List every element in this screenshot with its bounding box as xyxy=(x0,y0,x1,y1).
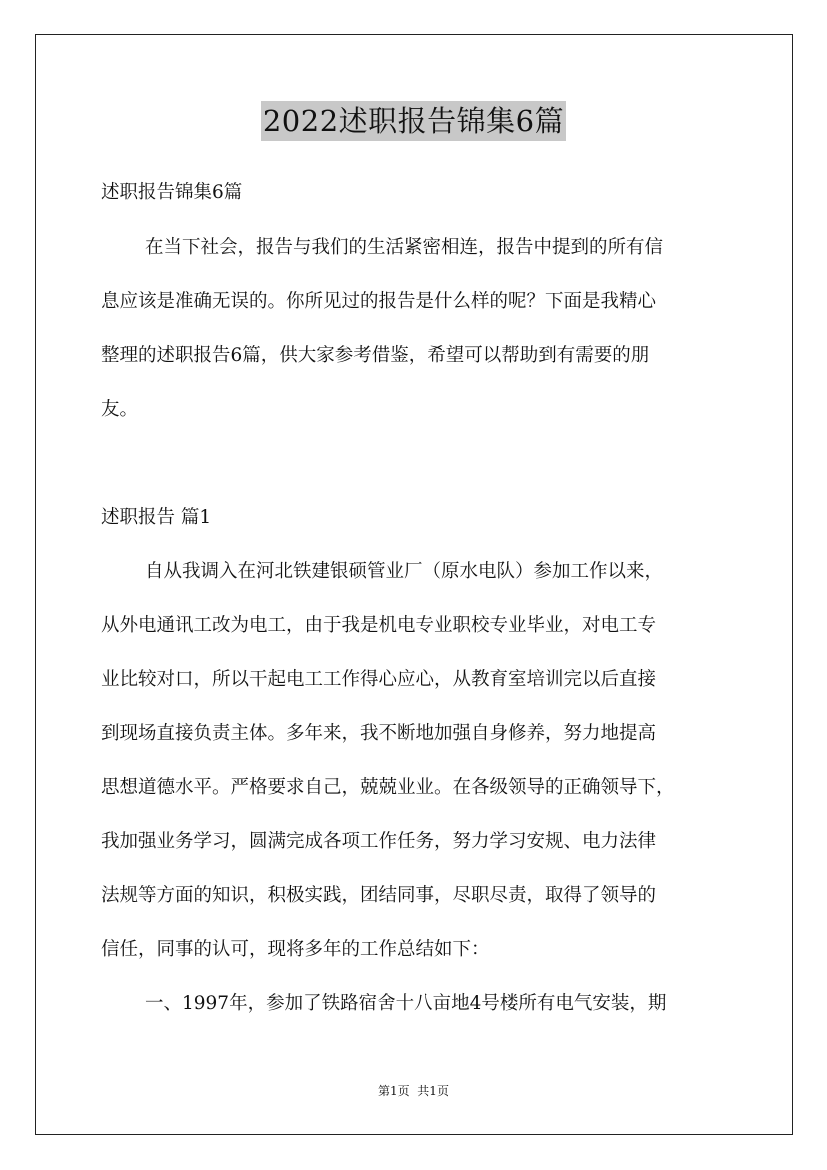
body-line: 从外电通讯工改为电工，由于我是机电专业职校专业毕业，对电工专 xyxy=(101,615,657,636)
body-line: 自从我调入在河北铁建银硕管业厂（原水电队）参加工作以来， xyxy=(145,561,664,582)
body-line: 一、1997年，参加了铁路宿舍十八亩地4号楼所有电气安装，期 xyxy=(145,993,667,1014)
intro-line: 整理的述职报告6篇，供大家参考借鉴，希望可以帮助到有需要的朋 xyxy=(101,345,650,366)
document-title: 2022述职报告锦集6篇 xyxy=(261,101,566,141)
title-block xyxy=(0,101,827,141)
body-line: 信任，同事的认可，现将多年的工作总结如下： xyxy=(101,939,490,960)
section-heading: 述职报告 篇1 xyxy=(101,507,212,528)
body-line: 法规等方面的知识，积极实践，团结同事，尽职尽责，取得了领导的 xyxy=(101,885,657,906)
body-line: 到现场直接负责主体。多年来，我不断地加强自身修养，努力地提高 xyxy=(101,723,657,744)
body-line: 我加强业务学习，圆满完成各项工作任务，努力学习安规、电力法律 xyxy=(101,831,657,852)
intro-line: 在当下社会，报告与我们的生活紧密相连，报告中提到的所有信 xyxy=(145,237,664,258)
body-line: 思想道德水平。严格要求自己，兢兢业业。在各级领导的正确领导下， xyxy=(101,777,675,798)
body-line: 业比较对口，所以干起电工工作得心应心，从教育室培训完以后直接 xyxy=(101,669,657,690)
intro-line: 息应该是准确无误的。你所见过的报告是什么样的呢？下面是我精心 xyxy=(101,291,657,312)
page-footer: 第1页 共1页 xyxy=(378,1084,449,1098)
intro-line: 友。 xyxy=(101,399,139,420)
document-subtitle: 述职报告锦集6篇 xyxy=(101,182,243,203)
